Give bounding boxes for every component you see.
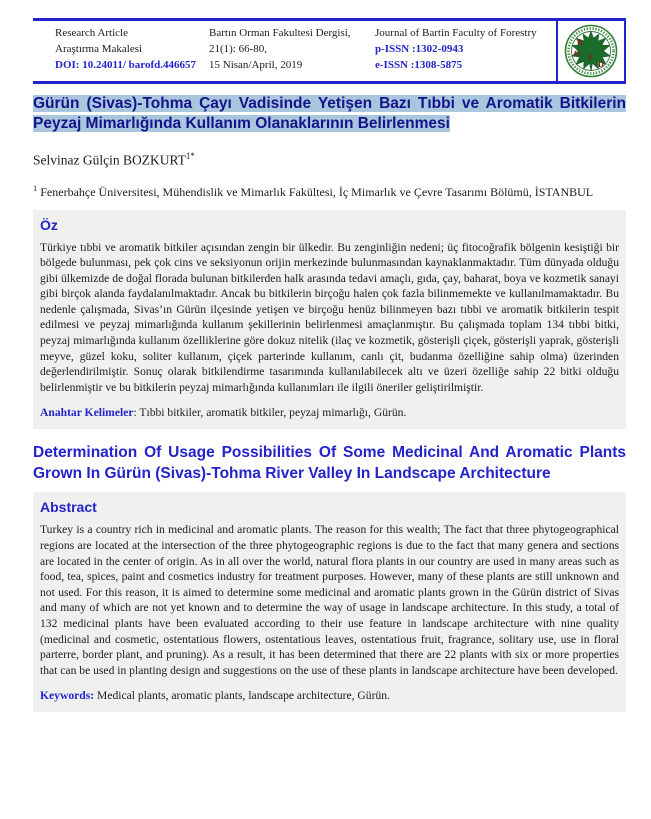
author-line: [33, 151, 626, 169]
oz-keywords-text: : Tıbbi bitkiler, aromatik bitkiler, peyzaj mimarlığı, Gürün.: [133, 406, 407, 420]
paper-title-tr-text: Gürün (Sivas)-Tohma Çayı Vadisinde Yetişen Bazı Tıbbi ve Aromatik Bitkilerin Peyzaj Mimarlığında Kullanım Olanaklarının Belirlenmesi: [33, 95, 626, 132]
header-journal-tr: [207, 21, 373, 81]
abstract-section: [33, 492, 626, 712]
e-issn: e-ISSN :1308-5875: [375, 58, 463, 71]
oz-body: Türkiye tıbbi ve aromatik bitkiler açısından zengin bir ülkedir. Bu zenginliğin nedeni; üç fitocoğrafik bölgenin kesiştiği bir bölgede bulunması, pek çok cins ve seksiyonun orijin merkezinde bulunmasından kaynaklanmaktadır. Tüm dünyada olduğu gibi ülkemizde de doğal florada bulunan bitkilerden halk arasında tedavi amaçlı, gıda, çay, baharat, boya ve kozmetik sanayi gibi birçok alanda faydalanılmaktadır. Ancak bu bitkilerin birçoğu halen çok fazla bilinmemekte ve kullanılmamaktadır. Bu nedenle çalışmada, Sivas’ın Gürün ilçesinde yetişen ve birçoğu henüz bilinmeyen bazı tıbbi ve aromatik bitkilerin tespit edilmesi ve peyzaj mimarlığında kullanım şekillerinin belirlenmesi amaçlanmıştır. Bu çalışmada toplam 134 tıbbi bitki, peyzaj mimarlığında kullanım özelliklerine göre dokuz nitelik (ilaç ve kozmetik, gösterişli çiçek, gösterişli yaprak, gösterişli meyve, güzel koku, soliter kullanım, çiçek parterinde kullanım, canlı çit, budanma özelliğine sahip olma) üzerinden değerlendirilmiştir. Sonuç olarak bitkilendirme tasarımında kullanılabilecek altı ve üzeri özelliğe sahip 22 bitki olduğu belirlenmiştir ve bu bitkilerin peyzaj mimarlığında kullanımları ile ilgili öneriler geliştirilmiştir.: [40, 240, 619, 394]
oz-heading: Öz: [40, 216, 58, 233]
journal-logo-cell: [556, 21, 626, 81]
journal-issue-pages: 21(1): 66-80,: [209, 42, 268, 55]
oz-keywords-label: Anahtar Kelimeler: [40, 406, 134, 420]
journal-logo-icon: [564, 24, 618, 78]
oz-keywords-line: [40, 405, 619, 421]
author-name: Selvinaz Gülçin BOZKURT: [33, 152, 186, 168]
doi-text: DOI: 10.24011/ barofd.446657: [55, 58, 196, 71]
paper-title-en: Determination Of Usage Possibilities Of Some Medicinal And Aromatic Plants Grown In Gürün (Sivas)-Tohma River Valley In Landscape Architecture: [33, 444, 626, 483]
article-type-tr: Araştırma Makalesi: [55, 42, 143, 55]
abstract-keywords-label: Keywords:: [40, 689, 95, 703]
abstract-heading: Abstract: [40, 499, 97, 516]
author-affiliation-mark: 1*: [185, 151, 195, 161]
logo-letter-b: B: [577, 38, 583, 47]
abstract-keywords-line: [40, 688, 619, 704]
logo-letter-o: O: [574, 49, 581, 58]
journal-name-tr: Bartın Orman Fakultesi Dergisi,: [209, 27, 351, 39]
affiliation-line: [33, 175, 626, 205]
logo-letter-f: F: [588, 53, 593, 62]
paper-title-tr: [33, 94, 626, 134]
article-type-en: Research Article: [55, 27, 128, 39]
abstract-body: Turkey is a country rich in medicinal and aromatic plants. The reason for this wealth; The fact that three phytogeographical regions are located at the intersection of the three phytogeographic regions is due to the fact that many genera and sections are located in the center of origin. As in all over the world, natural flora plants in our country are used in many areas such as food, tea, spices, paint and cosmetics industry for treatment purposes. However, many of these plants are still unknown and not used. For this reason, it is aimed to determine some medicinal and aromatic plants grown in the Gürün district of Sivas and many of which are not yet known and to determine the way of usage in landscape architecture. In this study, a total of 132 medicinal plants have been evaluated according to their use feature in landscape architecture with nine quality (medicinal and cosmetic, ostentatious flowers, ostentatious leaves, ostentatious fruit, fragrance, solitary use, use in floral parterre, border plant, and pruning). As a result, it has been determined that there are 22 plants with six or more properties that can be used in planting design and suggestions on the use of these plants in landscape architecture have been developed.: [40, 523, 619, 677]
header-article-type: [33, 21, 207, 81]
affiliation-text: Fenerbahçe Üniversitesi, Mühendislik ve Mimarlık Fakültesi, İç Mimarlık ve Çevre Tasarımı Bölümü, İSTANBUL: [37, 184, 594, 199]
abstract-keywords-text: Medical plants, aromatic plants, landscape architecture, Gürün.: [94, 689, 390, 703]
logo-letter-d: D: [598, 60, 604, 69]
journal-date: 15 Nisan/April, 2019: [209, 58, 303, 71]
header-journal-en: [373, 21, 556, 81]
p-issn: p-ISSN :1302-0943: [375, 42, 464, 55]
journal-header: [33, 18, 626, 84]
journal-name-en: Journal of Bartin Faculty of Forestry: [375, 27, 537, 39]
oz-section: [33, 210, 626, 430]
affiliation-mark: 1: [33, 182, 38, 193]
